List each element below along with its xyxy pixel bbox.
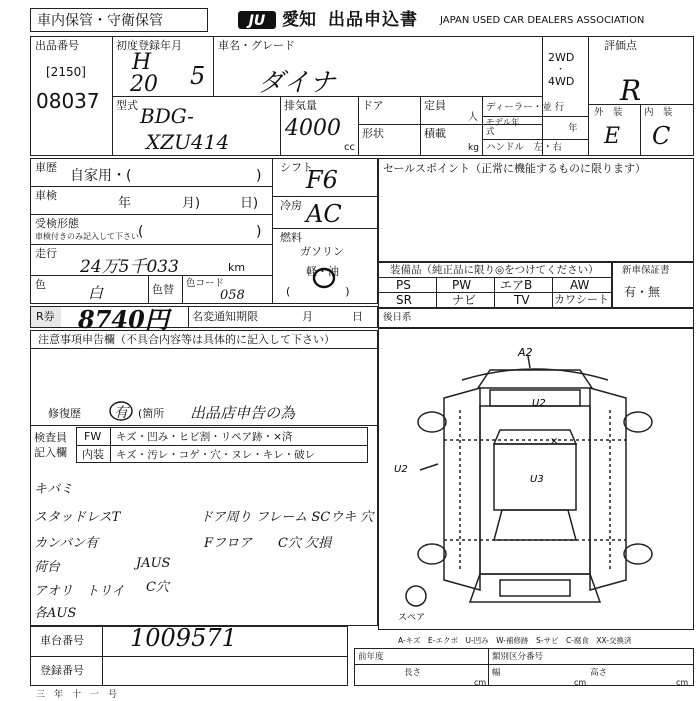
remark-line-3: カンバン有: [34, 536, 99, 551]
inspector-label-2: 記入欄: [34, 446, 67, 459]
mileage-value: 24万5千033: [80, 257, 179, 277]
inspector-fw-items: キズ・凹み・ヒビ割・リペア跡・×済: [116, 431, 293, 443]
retrofit-label: 後日系: [383, 312, 412, 323]
chassis-label: 車台番号: [40, 634, 84, 647]
option-ps: PS: [396, 278, 411, 292]
color-code-label: 色コード: [186, 278, 225, 289]
remark-line-4: 荷台: [34, 560, 61, 575]
ext-label: 外 装: [594, 107, 623, 118]
diagram-label-u2-top: U2: [532, 398, 546, 409]
wheel-fr: [624, 412, 652, 432]
drive-2wd: 2WD: [548, 51, 575, 64]
fuel-alt: 軽・油: [306, 265, 339, 278]
mileage-unit: km: [228, 261, 246, 274]
color-change-label: 色替: [152, 283, 174, 296]
diagram-label-a2: A2: [518, 346, 533, 359]
ju-logo: [238, 9, 278, 31]
inspector-label-1: 検査員: [34, 431, 67, 444]
remark-right-4: C穴: [146, 580, 169, 595]
options-label: 装備品（純正品に限り◎をつけてください）: [390, 264, 599, 276]
option-tv: TV: [514, 293, 530, 307]
diagram-label-u2-left: U2: [394, 464, 408, 475]
tax-month: 月: [302, 310, 313, 323]
fuel-label: 燃料: [280, 231, 302, 244]
model-name-label: 車名・グレード: [218, 39, 295, 52]
right-side-outline: [590, 388, 626, 590]
type-value-2: XZU414: [146, 130, 230, 154]
handle-label: ハンドル 左・右: [486, 142, 563, 153]
warranty-value: 有・無: [624, 285, 661, 299]
length-unit: cm: [474, 678, 487, 687]
capacity-unit: 人: [468, 112, 478, 123]
color-label: 色: [35, 278, 46, 291]
height-unit: cm: [676, 678, 689, 687]
color-code-value: 058: [220, 288, 245, 303]
storage-box: [30, 8, 208, 32]
inspection-day: 日): [240, 196, 259, 211]
displacement-label: 排気量: [284, 99, 317, 112]
load-unit: kg: [468, 143, 479, 153]
option-sr: SR: [396, 293, 412, 307]
recycle-value: 8740円: [78, 305, 169, 334]
model-name-value: ダイナ: [258, 68, 336, 98]
model-year-label: モデル年式: [486, 118, 520, 137]
sales-points-label: セールスポイント（正常に機能するものに限ります）: [383, 162, 647, 175]
width-unit: cm: [574, 678, 587, 687]
load-label: 積載: [424, 127, 446, 140]
ext-value: E: [604, 124, 621, 149]
tax-day: 日: [352, 310, 363, 323]
first-reg-label: 初度登録年月: [116, 39, 182, 52]
option-airbag: エアB: [500, 278, 533, 292]
repair-label: 修復歴: [48, 407, 81, 420]
org-name: 愛知: [282, 10, 316, 30]
receive-open: (: [138, 224, 144, 240]
vehicle-diagram: [380, 340, 692, 628]
logo-mark: JU: [248, 13, 266, 29]
doc-title: 出品申込書: [328, 10, 418, 30]
diagram-legend: A-キズ E-エクボ U-凹み W-補修跡 S-サビ C-腐食 XX-交換済: [398, 636, 632, 645]
length-label: 長さ: [404, 668, 422, 678]
remark-line-1: キバミ: [34, 482, 74, 497]
receive-label: 受検形態: [35, 217, 79, 230]
english-title: JAPAN USED CAR DEALERS ASSOCIATION: [440, 15, 645, 26]
capacity-label: 定員: [424, 99, 446, 112]
ac-value: AC: [306, 200, 342, 228]
wheel-fl: [418, 412, 446, 432]
diagram-label-u3: U3: [530, 474, 544, 485]
type-label: 型式: [116, 99, 138, 112]
reg-number-label: 登録番号: [40, 664, 84, 677]
option-pw: PW: [452, 278, 472, 292]
reg-mark-label: 類別区分番号: [492, 652, 544, 662]
option-seat: カワシート: [554, 293, 609, 306]
ac-label: 冷房: [280, 199, 302, 212]
int-label: 内 装: [644, 107, 673, 118]
fuel-paren: ( ): [286, 285, 350, 298]
wheel-rr: [624, 544, 652, 564]
option-navi: ナビ: [452, 293, 477, 307]
receive-note: 車検付きのみ記入して下さい: [35, 232, 139, 241]
shift-value: F6: [306, 166, 338, 194]
inspector-fw-label: FW: [84, 430, 102, 443]
month-value: 5: [190, 62, 206, 90]
drive-4wd: 4WD: [548, 75, 575, 88]
prev-label: 前年度: [358, 652, 384, 662]
bottom-row-text: 三 年 十 一 号: [36, 690, 118, 700]
repair-circle-mark: [108, 400, 134, 422]
option-aw: AW: [570, 278, 590, 292]
dealer-label: ディーラー・並 行: [486, 102, 565, 113]
remark-line-6: 各AUS: [34, 606, 77, 621]
spare-tire: [406, 586, 426, 606]
cargo-bed-outline: [480, 406, 590, 574]
grade-value: R: [620, 74, 642, 107]
repair-note: 出品店申告の為: [190, 404, 296, 422]
color-value: 白: [88, 284, 104, 302]
remark-line-2: スタッドレスT: [34, 510, 121, 525]
warranty-label: 新車保証書: [622, 265, 670, 276]
fuel-circle-mark: [310, 266, 338, 290]
displacement-value: 4000: [285, 116, 341, 141]
lot-number: 08037: [36, 89, 100, 113]
rear-outline: [470, 574, 600, 602]
width-label: 幅: [492, 668, 501, 678]
inspector-int-items: キズ・汚レ・コゲ・穴・ヌレ・キレ・破レ: [116, 449, 316, 461]
grade-label: 評価点: [604, 39, 637, 52]
spare-label: スペア: [398, 613, 426, 623]
year-value: 20: [130, 72, 158, 97]
inspection-year: 年: [118, 196, 132, 211]
inspection-label: 車検: [35, 189, 57, 202]
usage-label: 車歴: [35, 161, 57, 174]
mileage-label: 走行: [35, 247, 57, 260]
shape-label: 形状: [362, 127, 384, 140]
remark-right-1: ドア周り フレーム SCウキ 穴: [200, 510, 374, 525]
fuel-value: ガソリン: [300, 245, 344, 258]
notes-label: 注意事項申告欄（不具合内容等は具体的に記入して下さい）: [38, 333, 335, 346]
lot-sub-number: [2150]: [46, 65, 86, 79]
displacement-unit: cc: [344, 142, 355, 153]
inspection-month: 月): [182, 196, 201, 211]
remark-right-3: JAUS: [136, 556, 171, 571]
height-label: 高さ: [590, 668, 608, 678]
left-side-outline: [444, 388, 480, 590]
wheel-rl: [418, 544, 446, 564]
remark-right-2: Fフロア C穴 欠損: [204, 536, 332, 551]
lot-label: 出品番号: [35, 39, 79, 52]
chassis-value: 1009571: [130, 624, 237, 652]
usage-value: 自家用・(: [70, 168, 132, 184]
diagram-label-x: ×: [550, 436, 559, 447]
tax-label: 名変通知期限: [192, 310, 258, 323]
storage-label: 車内保管・守衛保管: [37, 13, 163, 29]
retrofit-box: [378, 308, 694, 328]
doors-label: ドア: [362, 99, 384, 112]
int-value: C: [652, 122, 671, 150]
era-value: H: [132, 50, 152, 75]
drive-sep: ・: [556, 65, 566, 75]
model-year-unit: 年: [568, 123, 578, 134]
repair-value: 有: [114, 405, 128, 421]
type-value-1: BDG-: [140, 104, 194, 128]
recycle-label: R券: [36, 310, 55, 323]
shift-label: シフト: [280, 161, 313, 174]
remark-line-5: アオリ トリイ: [34, 584, 125, 599]
inspector-int-label: 内装: [82, 448, 104, 461]
receive-close: ): [256, 224, 262, 240]
usage-close: ): [256, 168, 262, 184]
repair-spot: (箇所: [138, 407, 165, 420]
sales-points-box: [378, 158, 694, 262]
cabin-roof: [494, 430, 576, 444]
